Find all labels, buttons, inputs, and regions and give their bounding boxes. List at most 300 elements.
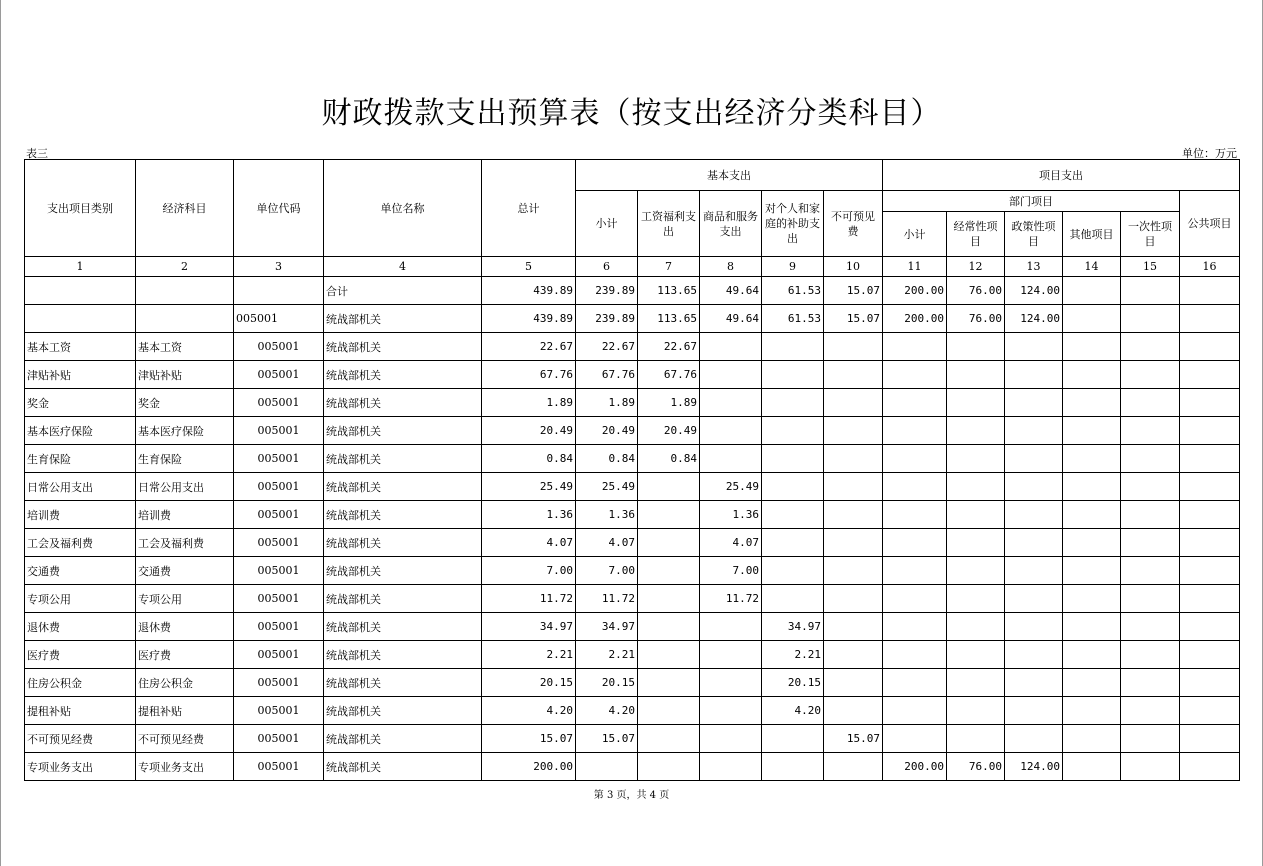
- table-cell: 005001: [234, 725, 324, 753]
- table-cell: [25, 277, 136, 305]
- table-cell: [824, 361, 883, 389]
- header-basic-expenditure: 基本支出: [576, 160, 883, 191]
- header-category: 支出项目类别: [25, 160, 136, 257]
- table-cell: 005001: [234, 305, 324, 333]
- table-cell: 2.21: [576, 641, 638, 669]
- column-number-cell: 8: [700, 257, 762, 277]
- table-cell: [762, 333, 824, 361]
- table-cell: 0.84: [638, 445, 700, 473]
- table-cell: [824, 417, 883, 445]
- table-cell: [947, 613, 1005, 641]
- table-cell: 交通费: [25, 557, 136, 585]
- header-onetime-project: 一次性项目: [1121, 212, 1180, 257]
- table-cell: 124.00: [1005, 753, 1063, 781]
- table-cell: 239.89: [576, 305, 638, 333]
- table-cell: [1180, 725, 1240, 753]
- table-cell: [1180, 669, 1240, 697]
- table-row: [25, 305, 1240, 333]
- table-cell: [762, 501, 824, 529]
- table-row: [25, 585, 1240, 613]
- table-cell: 20.15: [576, 669, 638, 697]
- table-cell: [234, 277, 324, 305]
- table-cell: 日常公用支出: [136, 473, 234, 501]
- table-cell: 49.64: [700, 305, 762, 333]
- table-cell: [1005, 473, 1063, 501]
- table-cell: [883, 389, 947, 417]
- table-cell: 76.00: [947, 305, 1005, 333]
- table-cell: [1063, 501, 1121, 529]
- table-cell: 1.36: [700, 501, 762, 529]
- table-cell: [1180, 557, 1240, 585]
- table-cell: [1121, 333, 1180, 361]
- table-cell: [883, 417, 947, 445]
- column-number-cell: 11: [883, 257, 947, 277]
- column-number-cell: 6: [576, 257, 638, 277]
- table-cell: 1.36: [482, 501, 576, 529]
- table-cell: 20.49: [576, 417, 638, 445]
- table-cell: 34.97: [482, 613, 576, 641]
- table-cell: [638, 613, 700, 641]
- column-number-cell: 7: [638, 257, 700, 277]
- table-cell: [1005, 333, 1063, 361]
- table-cell: [1063, 753, 1121, 781]
- table-cell: [762, 389, 824, 417]
- table-cell: [947, 389, 1005, 417]
- table-cell: [1005, 669, 1063, 697]
- header-unit-code: 单位代码: [234, 160, 324, 257]
- table-cell: 124.00: [1005, 305, 1063, 333]
- table-cell: [1063, 725, 1121, 753]
- table-cell: 7.00: [576, 557, 638, 585]
- table-cell: [1005, 585, 1063, 613]
- table-cell: 1.36: [576, 501, 638, 529]
- table-cell: [1005, 613, 1063, 641]
- page-footer: 第 3 页，共 4 页: [593, 790, 670, 801]
- table-body: [25, 277, 1240, 781]
- table-cell: 津贴补贴: [136, 361, 234, 389]
- table-cell: [1180, 361, 1240, 389]
- table-cell: [1180, 473, 1240, 501]
- table-cell: 基本工资: [136, 333, 234, 361]
- table-cell: [700, 641, 762, 669]
- table-cell: 200.00: [883, 305, 947, 333]
- table-cell: [1180, 501, 1240, 529]
- table-cell: 统战部机关: [324, 389, 482, 417]
- table-cell: [638, 585, 700, 613]
- table-cell: [947, 557, 1005, 585]
- table-cell: [883, 641, 947, 669]
- header-personal-subsidy: 对个人和家庭的补助支出: [762, 191, 824, 257]
- table-cell: [1180, 389, 1240, 417]
- table-cell: [947, 417, 1005, 445]
- table-cell: 67.76: [576, 361, 638, 389]
- table-cell: 退休费: [136, 613, 234, 641]
- column-number-cell: 5: [482, 257, 576, 277]
- table-cell: [1121, 389, 1180, 417]
- table-cell: [1121, 641, 1180, 669]
- table-cell: [883, 613, 947, 641]
- table-cell: 4.07: [700, 529, 762, 557]
- table-cell: [762, 361, 824, 389]
- table-cell: [1121, 305, 1180, 333]
- table-cell: [700, 445, 762, 473]
- header-dept-project: 部门项目: [883, 191, 1180, 212]
- table-cell: 统战部机关: [324, 641, 482, 669]
- table-cell: [824, 445, 883, 473]
- table-cell: [762, 585, 824, 613]
- table-cell: 统战部机关: [324, 669, 482, 697]
- table-row: [25, 725, 1240, 753]
- table-cell: [638, 725, 700, 753]
- table-cell: 76.00: [947, 753, 1005, 781]
- table-cell: 奖金: [136, 389, 234, 417]
- table-cell: 4.07: [482, 529, 576, 557]
- table-cell: 005001: [234, 389, 324, 417]
- table-cell: 统战部机关: [324, 305, 482, 333]
- budget-table: [24, 159, 1240, 781]
- table-row: [25, 445, 1240, 473]
- table-cell: [947, 641, 1005, 669]
- table-cell: [1063, 641, 1121, 669]
- table-cell: 005001: [234, 613, 324, 641]
- table-cell: 统战部机关: [324, 529, 482, 557]
- table-cell: 15.07: [824, 305, 883, 333]
- table-cell: [1063, 361, 1121, 389]
- table-cell: [883, 725, 947, 753]
- table-cell: [1005, 445, 1063, 473]
- table-cell: [1121, 445, 1180, 473]
- table-cell: 34.97: [576, 613, 638, 641]
- table-cell: 统战部机关: [324, 361, 482, 389]
- table-cell: [824, 585, 883, 613]
- table-cell: 113.65: [638, 305, 700, 333]
- table-cell: 专项公用: [136, 585, 234, 613]
- table-cell: 005001: [234, 557, 324, 585]
- table-cell: 日常公用支出: [25, 473, 136, 501]
- table-cell: [762, 753, 824, 781]
- table-cell: 2.21: [762, 641, 824, 669]
- table-row: [25, 417, 1240, 445]
- table-cell: 005001: [234, 641, 324, 669]
- table-cell: [1121, 585, 1180, 613]
- table-cell: 76.00: [947, 277, 1005, 305]
- table-cell: [1121, 753, 1180, 781]
- column-number-cell: 13: [1005, 257, 1063, 277]
- table-number: 表三: [26, 147, 48, 160]
- table-cell: 基本医疗保险: [136, 417, 234, 445]
- table-cell: 统战部机关: [324, 725, 482, 753]
- table-cell: [762, 725, 824, 753]
- header-unforeseen: 不可预见费: [824, 191, 883, 257]
- table-cell: [824, 613, 883, 641]
- table-cell: [1063, 585, 1121, 613]
- table-cell: 005001: [234, 445, 324, 473]
- table-cell: [1180, 305, 1240, 333]
- table-cell: [1063, 529, 1121, 557]
- header-project-subtotal: 小计: [883, 212, 947, 257]
- table-cell: 1.89: [638, 389, 700, 417]
- table-cell: 20.49: [482, 417, 576, 445]
- table-cell: [700, 417, 762, 445]
- table-cell: [576, 753, 638, 781]
- table-cell: [947, 669, 1005, 697]
- header-policy-project: 政策性项目: [1005, 212, 1063, 257]
- table-cell: 005001: [234, 529, 324, 557]
- table-cell: [947, 697, 1005, 725]
- table-cell: [1005, 725, 1063, 753]
- table-cell: [1121, 697, 1180, 725]
- table-cell: [638, 501, 700, 529]
- header-project-expenditure: 项目支出: [883, 160, 1240, 191]
- table-cell: [947, 529, 1005, 557]
- table-cell: 11.72: [700, 585, 762, 613]
- page-title: 财政拨款支出预算表（按支出经济分类科目）: [321, 96, 942, 131]
- column-number-cell: 16: [1180, 257, 1240, 277]
- table-cell: 工会及福利费: [136, 529, 234, 557]
- table-cell: [25, 305, 136, 333]
- table-row: [25, 529, 1240, 557]
- column-number-cell: 12: [947, 257, 1005, 277]
- header-salary: 工资福利支出: [638, 191, 700, 257]
- table-cell: [883, 669, 947, 697]
- table-cell: [883, 445, 947, 473]
- column-number-cell: 2: [136, 257, 234, 277]
- table-cell: [1063, 445, 1121, 473]
- table-cell: 提租补贴: [25, 697, 136, 725]
- table-cell: [700, 613, 762, 641]
- table-cell: 住房公积金: [25, 669, 136, 697]
- table-cell: [136, 305, 234, 333]
- table-cell: 基本医疗保险: [25, 417, 136, 445]
- table-cell: 11.72: [576, 585, 638, 613]
- table-cell: [1180, 417, 1240, 445]
- table-cell: 20.15: [482, 669, 576, 697]
- table-cell: [1005, 529, 1063, 557]
- table-cell: 34.97: [762, 613, 824, 641]
- table-row: [25, 557, 1240, 585]
- column-number-cell: 15: [1121, 257, 1180, 277]
- table-cell: 200.00: [883, 753, 947, 781]
- table-cell: [1005, 417, 1063, 445]
- table-cell: [824, 333, 883, 361]
- table-cell: 49.64: [700, 277, 762, 305]
- table-cell: 20.49: [638, 417, 700, 445]
- table-cell: 124.00: [1005, 277, 1063, 305]
- table-cell: [824, 697, 883, 725]
- table-cell: 统战部机关: [324, 417, 482, 445]
- table-cell: [1063, 389, 1121, 417]
- table-cell: [638, 557, 700, 585]
- table-cell: [883, 333, 947, 361]
- column-number-cell: 9: [762, 257, 824, 277]
- table-cell: [824, 669, 883, 697]
- table-cell: [883, 557, 947, 585]
- table-cell: 0.84: [482, 445, 576, 473]
- table-cell: 工会及福利费: [25, 529, 136, 557]
- table-cell: [1121, 417, 1180, 445]
- table-cell: 7.00: [700, 557, 762, 585]
- table-cell: [947, 585, 1005, 613]
- table-cell: 津贴补贴: [25, 361, 136, 389]
- table-cell: [700, 697, 762, 725]
- table-cell: [700, 333, 762, 361]
- table-cell: 合计: [324, 277, 482, 305]
- table-cell: 住房公积金: [136, 669, 234, 697]
- table-cell: 4.20: [762, 697, 824, 725]
- table-cell: 统战部机关: [324, 697, 482, 725]
- table-cell: [883, 361, 947, 389]
- table-cell: 生育保险: [25, 445, 136, 473]
- table-cell: [700, 361, 762, 389]
- table-cell: [824, 753, 883, 781]
- table-cell: [638, 753, 700, 781]
- table-cell: [883, 585, 947, 613]
- table-cell: [1121, 529, 1180, 557]
- table-cell: 培训费: [25, 501, 136, 529]
- table-cell: [947, 501, 1005, 529]
- table-cell: [762, 417, 824, 445]
- table-cell: [1063, 305, 1121, 333]
- table-cell: 1.89: [576, 389, 638, 417]
- table-cell: 专项业务支出: [25, 753, 136, 781]
- table-cell: [1063, 557, 1121, 585]
- table-row: [25, 333, 1240, 361]
- table-cell: 不可预见经费: [136, 725, 234, 753]
- table-cell: [824, 641, 883, 669]
- table-cell: [1121, 613, 1180, 641]
- table-cell: 005001: [234, 753, 324, 781]
- table-cell: 统战部机关: [324, 445, 482, 473]
- column-number-cell: 1: [25, 257, 136, 277]
- table-cell: 医疗费: [136, 641, 234, 669]
- column-number-row: [25, 257, 1240, 277]
- table-header: [25, 160, 1240, 257]
- table-row: [25, 389, 1240, 417]
- table-cell: 统战部机关: [324, 473, 482, 501]
- table-row: [25, 361, 1240, 389]
- table-cell: 25.49: [700, 473, 762, 501]
- table-cell: 22.67: [638, 333, 700, 361]
- table-cell: [1180, 277, 1240, 305]
- header-other-project: 其他项目: [1063, 212, 1121, 257]
- table-cell: 4.20: [576, 697, 638, 725]
- column-number-cell: 14: [1063, 257, 1121, 277]
- table-cell: [638, 641, 700, 669]
- table-cell: [1121, 669, 1180, 697]
- table-row: [25, 669, 1240, 697]
- table-cell: [700, 669, 762, 697]
- table-cell: [762, 529, 824, 557]
- table-cell: [947, 725, 1005, 753]
- table-cell: 15.07: [824, 277, 883, 305]
- table-row: [25, 473, 1240, 501]
- header-total: 总计: [482, 160, 576, 257]
- table-cell: [1063, 473, 1121, 501]
- table-cell: 4.07: [576, 529, 638, 557]
- table-cell: [1180, 333, 1240, 361]
- table-cell: 退休费: [25, 613, 136, 641]
- table-cell: 4.20: [482, 697, 576, 725]
- table-cell: 统战部机关: [324, 501, 482, 529]
- table-cell: 67.76: [638, 361, 700, 389]
- table-cell: [883, 473, 947, 501]
- table-cell: 统战部机关: [324, 613, 482, 641]
- table-cell: [824, 557, 883, 585]
- table-cell: [762, 445, 824, 473]
- header-public-project: 公共项目: [1180, 191, 1240, 257]
- table-cell: [1121, 361, 1180, 389]
- table-cell: 专项业务支出: [136, 753, 234, 781]
- table-cell: 005001: [234, 361, 324, 389]
- table-cell: [1121, 557, 1180, 585]
- table-cell: [1063, 613, 1121, 641]
- table-cell: 统战部机关: [324, 333, 482, 361]
- table-cell: 2.21: [482, 641, 576, 669]
- table-cell: 生育保险: [136, 445, 234, 473]
- table-cell: [947, 333, 1005, 361]
- table-cell: [638, 697, 700, 725]
- table-cell: [1121, 277, 1180, 305]
- table-cell: 22.67: [482, 333, 576, 361]
- table-cell: 统战部机关: [324, 585, 482, 613]
- table-cell: [638, 473, 700, 501]
- table-cell: 61.53: [762, 277, 824, 305]
- table-cell: 005001: [234, 473, 324, 501]
- table-cell: [824, 501, 883, 529]
- table-cell: [947, 445, 1005, 473]
- table-cell: [1063, 697, 1121, 725]
- table-cell: 439.89: [482, 305, 576, 333]
- table-cell: 005001: [234, 501, 324, 529]
- table-cell: [762, 557, 824, 585]
- table-cell: 005001: [234, 697, 324, 725]
- table-cell: 医疗费: [25, 641, 136, 669]
- table-cell: 239.89: [576, 277, 638, 305]
- column-number-cell: 4: [324, 257, 482, 277]
- table-cell: 113.65: [638, 277, 700, 305]
- table-cell: 1.89: [482, 389, 576, 417]
- table-cell: 25.49: [482, 473, 576, 501]
- table-cell: 15.07: [482, 725, 576, 753]
- table-cell: 67.76: [482, 361, 576, 389]
- table-cell: [1063, 277, 1121, 305]
- table-cell: [1005, 501, 1063, 529]
- table-row: [25, 697, 1240, 725]
- table-row: [25, 501, 1240, 529]
- table-cell: [1180, 585, 1240, 613]
- table-cell: [1180, 641, 1240, 669]
- table-cell: [1005, 697, 1063, 725]
- table-row: [25, 641, 1240, 669]
- table-cell: [1180, 529, 1240, 557]
- table-cell: [638, 669, 700, 697]
- table-cell: 005001: [234, 669, 324, 697]
- header-recurring-project: 经常性项目: [947, 212, 1005, 257]
- table-cell: [1180, 753, 1240, 781]
- table-cell: 奖金: [25, 389, 136, 417]
- table-cell: 提租补贴: [136, 697, 234, 725]
- table-cell: 61.53: [762, 305, 824, 333]
- table-row: [25, 753, 1240, 781]
- table-cell: 005001: [234, 417, 324, 445]
- column-number-cell: 10: [824, 257, 883, 277]
- table-cell: [1180, 445, 1240, 473]
- table-cell: 统战部机关: [324, 753, 482, 781]
- table-cell: [1180, 697, 1240, 725]
- table-cell: 交通费: [136, 557, 234, 585]
- table-cell: [1121, 473, 1180, 501]
- table-cell: [762, 473, 824, 501]
